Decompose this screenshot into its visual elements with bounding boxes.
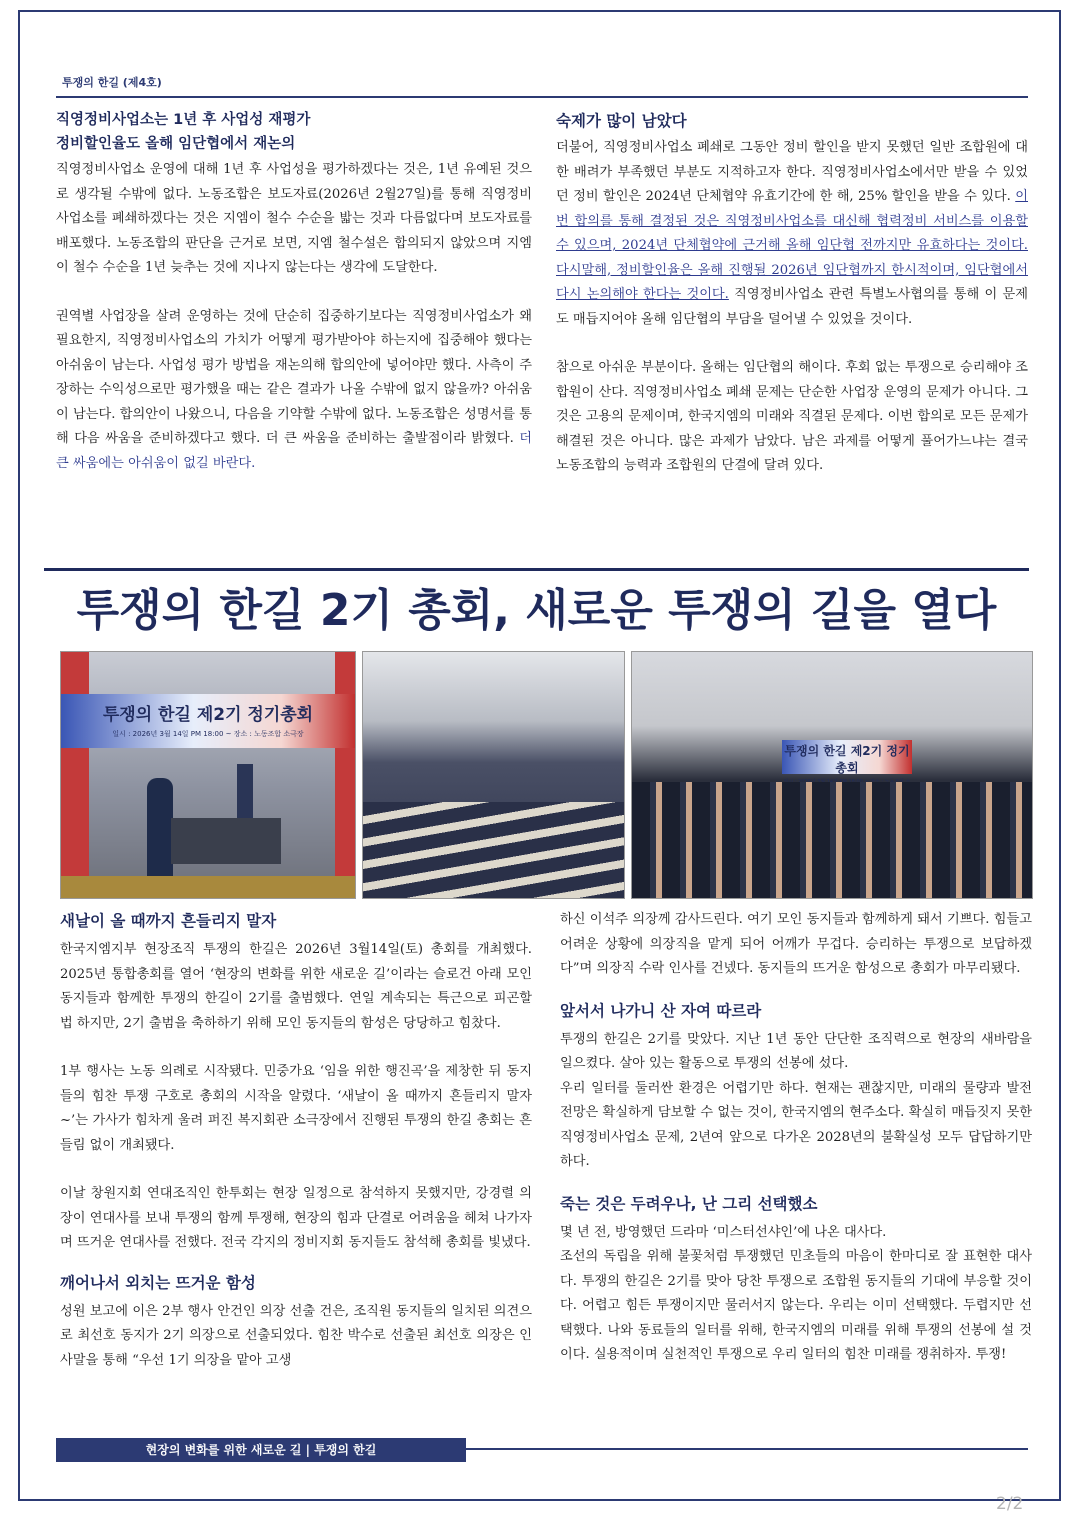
photo-speaker — [60, 651, 356, 899]
paragraph: 한국지엠지부 현장조직 투쟁의 한길은 2026년 3월14일(토) 총회를 개최했다. 2025년 통합총회를 열어 ‘현장의 변화를 위한 새로운 길’이라는 슬로건 아래 모인 동지들과 함께한 투쟁의 한길이 2기를 출범했다. 연일 계속되는 특근으로 피곤할 법 하지만, 2기 출범을 축하하기 위해 모인 동지들의 함성은 당당하고 힘찼다. — [60, 942, 532, 1031]
top-left-column — [56, 108, 532, 500]
headline: 투쟁의 한길 2기 총회, 새로운 투쟁의 길을 열다 — [76, 585, 997, 636]
audience-rows — [363, 802, 624, 898]
headline-rule — [44, 568, 1029, 571]
section-heading: 죽는 것은 두려우나, 난 그리 선택했소 — [560, 1194, 818, 1213]
bottom-right-column — [560, 908, 1032, 1368]
paragraph — [556, 136, 1028, 332]
paragraph: 하신 이석주 의장께 감사드린다. 여기 모인 동지들과 함께하게 돼서 기쁘다. 힘들고 어려운 상황에 의장직을 맡게 되어 어깨가 무겁다. 승리하는 투쟁으로 보답하겠다”며 의장직 수락 인사를 건넸다. 동지들의 뜨거운 함성으로 총회가 마무리됐다. — [560, 912, 1032, 976]
top-right-column — [556, 108, 1028, 503]
banner-title: 투쟁의 한길 제2기 정기총회 — [784, 744, 910, 775]
highlighted-text: 더 큰 싸움에는 아쉬움이 없길 바란다. — [56, 431, 532, 471]
podium-table — [171, 818, 281, 864]
running-head: 투쟁의 한길 (제4호) — [62, 76, 162, 89]
banner-subtitle: 일시 : 2026년 3월 14일 PM 18:00 ~ 장소 : 노동조합 소극장 — [112, 730, 304, 738]
section-heading: 정비할인율도 올해 임단협에서 재논의 — [56, 136, 296, 152]
paragraph: 직영정비사업소 운영에 대해 1년 후 사업성을 평가하겠다는 것은, 1년 유예된 것으로 생각될 수밖에 없다. 노동조합은 보도자료(2026년 2월27일)를 통해 직영정비사업소를 폐쇄하겠다는 것은 지엠이 철수 수순을 밟는 것과 다름없다며 보도자료를 배포했다. 노동조합의 판단을 근거로 보면, 지엠 철수설은 합의되지 않았으며 지엠이 철수 수순을 1년 늦추는 것에 지나지 않는다는 생각에 도달한다. — [56, 162, 532, 275]
section-heading: 깨어나서 외치는 뜨거운 함성 — [60, 1273, 256, 1292]
paragraph-text: 권역별 사업장을 살려 운영하는 것에 단순히 집중하기보다는 직영정비사업소가 왜 필요한지, 직영정비사업소의 가치가 어떻게 평가받아야 하는지에 집중해야 했다는 아쉬움이 남는다. 사업성 평가 방법을 재논의해 합의안에 넣어야만 했다. 사측이 주장하는 수익성으로만 평가했을 때는 같은 결과가 나올 수밖에 없지 않을까? 아쉬움이 남는다. 합의안이 나왔으니, 다음을 기약할 수밖에 없다. 노동조합은 성명서를 통해 다음 싸움을 준비하겠다고 했다. 더 큰 싸움을 준비하는 출발점이라 밝혔다. — [56, 308, 532, 446]
paragraph-text: 직영정비사업소 관련 특별노사협의를 통해 이 문제도 매듭지어야 올해 임단협의 부담을 덜어낼 수 있었을 것이다. — [556, 287, 1029, 327]
photo-group — [631, 651, 1033, 899]
paragraph: 조선의 독립을 위해 불꽃처럼 투쟁했던 민초들의 마음이 한마디로 잘 표현한 대사다. 투쟁의 한길은 2기를 맞아 당찬 투쟁으로 조합원 동지들의 기대에 부응할 것이다. 어렵고 힘든 투쟁이지만 물러서지 않는다. 우리는 이미 선택했다. 두렵지만 선택했다. 나와 동료들의 일터를 위해, 한국지엠의 미래를 위해 투쟁의 선봉에 설 것이다. 실용적이며 실천적인 투쟁으로 우리 일터의 힘찬 미래를 쟁취하자. 투쟁! — [560, 1249, 1032, 1362]
page-number: 2/2 — [996, 1494, 1024, 1514]
paragraph: 몇 년 전, 방영했던 드라마 ‘미스터선샤인’에 나온 대사다. — [560, 1224, 887, 1240]
section-heading: 앞서서 나가니 산 자여 따르라 — [560, 1001, 762, 1020]
paragraph: 이날 창원지회 연대조직인 한투회는 현장 일정으로 참석하지 못했지만, 강경렬 의장이 연대사를 보내 투쟁의 함께 투쟁해, 현장의 힘과 단결로 어려움을 헤쳐 나가자며 뜨거운 연대사를 전했다. 전국 각지의 정비지회 동지들도 참석해 총회를 빛냈다. — [60, 1186, 532, 1250]
bottom-left-column — [60, 908, 532, 1373]
stage-curtain — [335, 652, 355, 898]
paragraph-text: 더불어, 직영정비사업소 폐쇄로 그동안 정비 할인을 받지 못했던 일반 조합원에 대한 배려가 부족했던 부분도 지적하고자 한다. 직영정비사업소에서만 받을 수 있었던 정비 할인은 2024년 단체협약 유효기간에 한 해, 25% 할인을 받을 수 있다. — [556, 140, 1028, 204]
paragraph — [56, 305, 532, 477]
footer-banner: 현장의 변화를 위한 새로운 길 | 투쟁의 한길 — [56, 1438, 466, 1462]
stage-curtain — [61, 652, 89, 898]
stage-floor — [61, 876, 355, 898]
footer-rule — [466, 1448, 1028, 1450]
banner-title: 투쟁의 한길 제2기 정기총회 — [102, 705, 314, 725]
paragraph: 참으로 아쉬운 부분이다. 올해는 임단협의 해이다. 후회 없는 투쟁으로 승리해야 조합원이 산다. 직영정비사업소 폐쇄 문제는 단순한 사업장 운영의 문제가 아니다. 그것은 고용의 문제이며, 한국지엠의 미래와 직결된 문제다. 이번 합의로 모든 문제가 해결된 것은 아니다. 많은 과제가 남았다. 남은 과제를 어떻게 풀어가느냐는 결국 노동조합의 능력과 조합원의 단결에 달려 있다. — [556, 360, 1028, 473]
paragraph: 투쟁의 한길은 2기를 맞았다. 지난 1년 동안 단단한 조직력으로 현장의 새바람을 일으켰다. 살아 있는 활동으로 투쟁의 선봉에 섰다. — [560, 1031, 1032, 1071]
header-rule — [56, 96, 1028, 98]
paragraph: 성원 보고에 이은 2부 행사 안건인 의장 선출 건은, 조직원 동지들의 일치된 의견으로 최선호 동지가 2기 의장으로 선출되었다. 힘찬 박수로 선출된 최선호 의장은 인사말을 통해 “우선 1기 의장을 맡아 고생 — [60, 1303, 532, 1368]
event-banner — [61, 694, 355, 748]
photo-audience — [362, 651, 625, 899]
event-banner — [782, 740, 912, 774]
paragraph: 우리 일터를 둘러싼 환경은 어렵기만 하다. 현재는 괜찮지만, 미래의 물량과 발전 전망은 확실하게 담보할 수 없는 것이, 한국지엠의 현주소다. 확실히 매듭짓지 못한 직영정비사업소 문제, 2년여 앞으로 다가온 2028년의 불확실성 모두 답답하기만 하다. — [560, 1080, 1032, 1169]
person-figure — [147, 778, 173, 888]
paragraph: 1부 행사는 노동 의례로 시작됐다. 민중가요 ‘임을 위한 행진곡’을 제창한 뒤 동지들의 힘찬 투쟁 구호로 총회의 시작을 알렸다. ‘새날이 올 때까지 흔들리지 말자~’는 가사가 힘차게 울려 퍼진 복지회관 소극장에서 진행된 투쟁의 한길 총회는 흔들림 없이 개최됐다. — [60, 1064, 532, 1153]
section-heading: 새날이 올 때까지 흔들리지 말자 — [60, 912, 277, 930]
section-heading: 숙제가 많이 남았다 — [556, 112, 687, 130]
underlined-text: 이번 합의를 통해 결정된 것은 직영정비사업소를 대신해 협력정비 서비스를 이용할 수 있으며, 2024년 단체협약에 근거해 올해 임단협 전까지만 유효하다는 것이다. 다시말해, 정비할인율은 올해 진행될 2026년 임단협까지 한시적이며, 임단협에서 다시 논의해야 한다는 것이다. — [556, 189, 1028, 302]
section-heading: 직영정비사업소는 1년 후 사업성 재평가 — [56, 112, 311, 128]
crowd — [632, 782, 1032, 898]
